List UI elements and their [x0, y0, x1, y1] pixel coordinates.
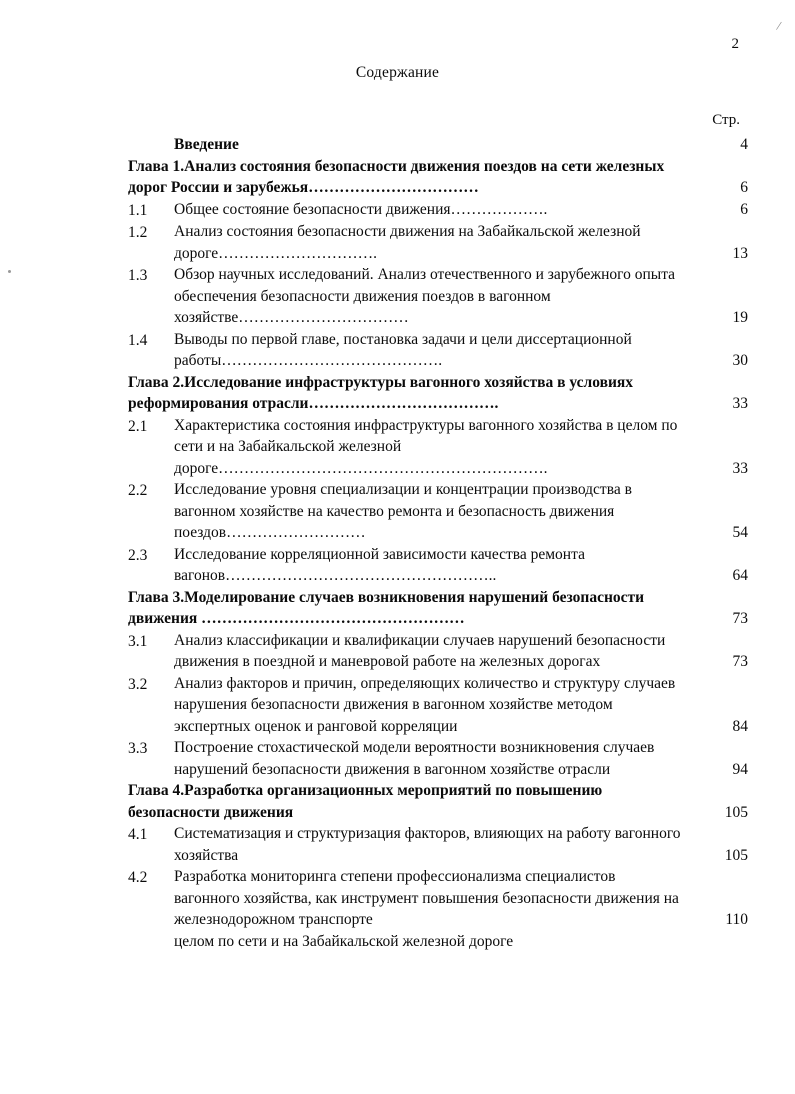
- toc-entry-number: 1.2: [128, 224, 148, 241]
- toc-entry-number: 4.1: [128, 826, 148, 843]
- toc-entry-title: Исследование корреляционной зависимости качества ремонта вагонов……………………………………………..: [174, 545, 585, 584]
- toc-entry-title: Введение: [174, 136, 239, 153]
- toc-entry[interactable]: [128, 587, 748, 630]
- toc-entry[interactable]: [128, 823, 748, 866]
- toc-entry-title: Глава 3.Моделирование случаев возникновения нарушений безопасности движения ……………………………………………: [128, 588, 645, 627]
- toc-entry-number: 2.3: [128, 546, 148, 564]
- toc-entry[interactable]: [128, 737, 748, 780]
- toc-entry-page: 110: [725, 911, 748, 928]
- toc-entry[interactable]: [128, 264, 748, 329]
- toc-entry-page: 105: [724, 846, 748, 864]
- toc-entry[interactable]: [128, 156, 748, 199]
- toc-entry[interactable]: [128, 479, 748, 544]
- toc-entry-number: 2.2: [128, 482, 148, 499]
- toc-entry-title: Обзор научных исследований. Анализ отечественного и зарубежного опыта обеспечения безопасности движения поездов в вагонном хозяйстве……………………………: [174, 266, 676, 326]
- toc-entry-title: Выводы по первой главе, постановка задачи и цели диссертационной работы…………………………………….: [174, 330, 632, 369]
- toc-entry-number: 1.1: [128, 201, 148, 219]
- toc-entry-page: 84: [732, 717, 748, 735]
- toc-entry-number: 2.1: [128, 417, 148, 435]
- toc-entry[interactable]: [128, 630, 748, 673]
- toc-entry[interactable]: [128, 544, 748, 587]
- toc-entry-number: [128, 931, 174, 932]
- toc-entry[interactable]: [128, 415, 748, 480]
- toc-entry-number: [128, 134, 174, 135]
- toc-entry-number: 1.4: [128, 331, 148, 349]
- toc-entry-page: 30: [732, 352, 748, 369]
- page-title: Содержание: [355, 64, 440, 81]
- toc-entry[interactable]: [128, 372, 748, 415]
- toc-entry-title: Исследование уровня специализации и концентрации производства в вагонном хозяйстве на качество ремонта и безопасность движения поездов………………………: [174, 481, 632, 541]
- toc-entry-number: 1.3: [128, 267, 148, 284]
- toc-entry-number: 3.1: [128, 632, 148, 650]
- toc-entry-title: Глава 2.Исследование инфраструктуры вагонного хозяйства в условиях реформирования отрасли……………………………….: [128, 373, 634, 412]
- toc-entry-page: 6: [740, 200, 748, 218]
- page-number: 2: [731, 36, 739, 52]
- toc-entry-title: Характеристика состояния инфраструктуры вагонного хозяйства в целом по сети и на Забайкальской железной дороге……………………………………………………….: [174, 416, 678, 477]
- toc-entry[interactable]: [128, 866, 748, 931]
- toc-entry-title: Анализ состояния безопасности движения на Забайкальской железной дороге………………………….: [174, 223, 641, 262]
- toc-entry-page: 73: [732, 610, 748, 627]
- toc-entry-page: 105: [724, 803, 748, 821]
- toc-entry-number: 4.2: [128, 869, 148, 886]
- toc-entry-page: 64: [732, 567, 748, 584]
- toc-entry-title: Анализ факторов и причин, определяющих количество и структуру случаев нарушения безопасности движения в вагонном хозяйстве методом экспертных оценок и ранговой корреляции: [174, 674, 676, 735]
- toc-entry-page: 73: [732, 653, 748, 670]
- margin-speck: [8, 270, 11, 273]
- page-column-header: Стр.: [712, 112, 740, 128]
- toc-entry-page: 19: [732, 309, 748, 326]
- toc-entry[interactable]: [128, 221, 748, 264]
- toc-entry-title: Глава 1.Анализ состояния безопасности движения поездов на сети железных дорог России и зарубежья……………………………: [128, 157, 665, 196]
- toc-entry-title: Построение стохастической модели вероятности возникновения случаев нарушений безопасности движения в вагонном хозяйстве отрасли: [174, 739, 655, 778]
- corner-pen-mark: /: [775, 17, 783, 34]
- toc-entry-title: Систематизация и структуризация факторов, влияющих на работу вагонного хозяйства: [174, 825, 681, 864]
- toc-entry-page: 33: [732, 395, 748, 412]
- toc-entry[interactable]: [128, 199, 748, 222]
- toc-entry[interactable]: [128, 329, 748, 372]
- toc-entry-number: 3.3: [128, 740, 148, 757]
- toc-entry-page: 94: [732, 760, 748, 778]
- toc-entry-page: 54: [732, 524, 748, 541]
- toc-entry[interactable]: [128, 134, 748, 156]
- toc-entry[interactable]: [128, 673, 748, 738]
- toc-entry-page: 33: [732, 459, 748, 477]
- toc-entry-page: 13: [732, 244, 748, 262]
- toc-entry[interactable]: [128, 931, 748, 953]
- toc-entry-number: 3.2: [128, 675, 148, 693]
- toc-entry-page: 4: [740, 136, 748, 153]
- toc-entry-title: Глава 4.Разработка организационных мероприятий по повышению безопасности движения: [128, 782, 603, 821]
- toc-entry-title: Анализ классификации и квалификации случаев нарушений безопасности движения в поездной и маневровой работе на железных дорогах: [174, 631, 666, 670]
- toc-entry[interactable]: [128, 780, 748, 823]
- toc-entry-title: Разработка мониторинга степени профессионализма специалистов вагонного хозяйства, как инструмент повышения безопасности движения на железнодорожном транспорте: [174, 868, 679, 928]
- toc-entry-page: 6: [740, 179, 748, 196]
- toc-entry-title: Общее состояние безопасности движения……………….: [174, 200, 548, 218]
- table-of-contents: [128, 134, 748, 952]
- toc-entry-title: целом по сети и на Забайкальской железной дороге: [174, 932, 514, 950]
